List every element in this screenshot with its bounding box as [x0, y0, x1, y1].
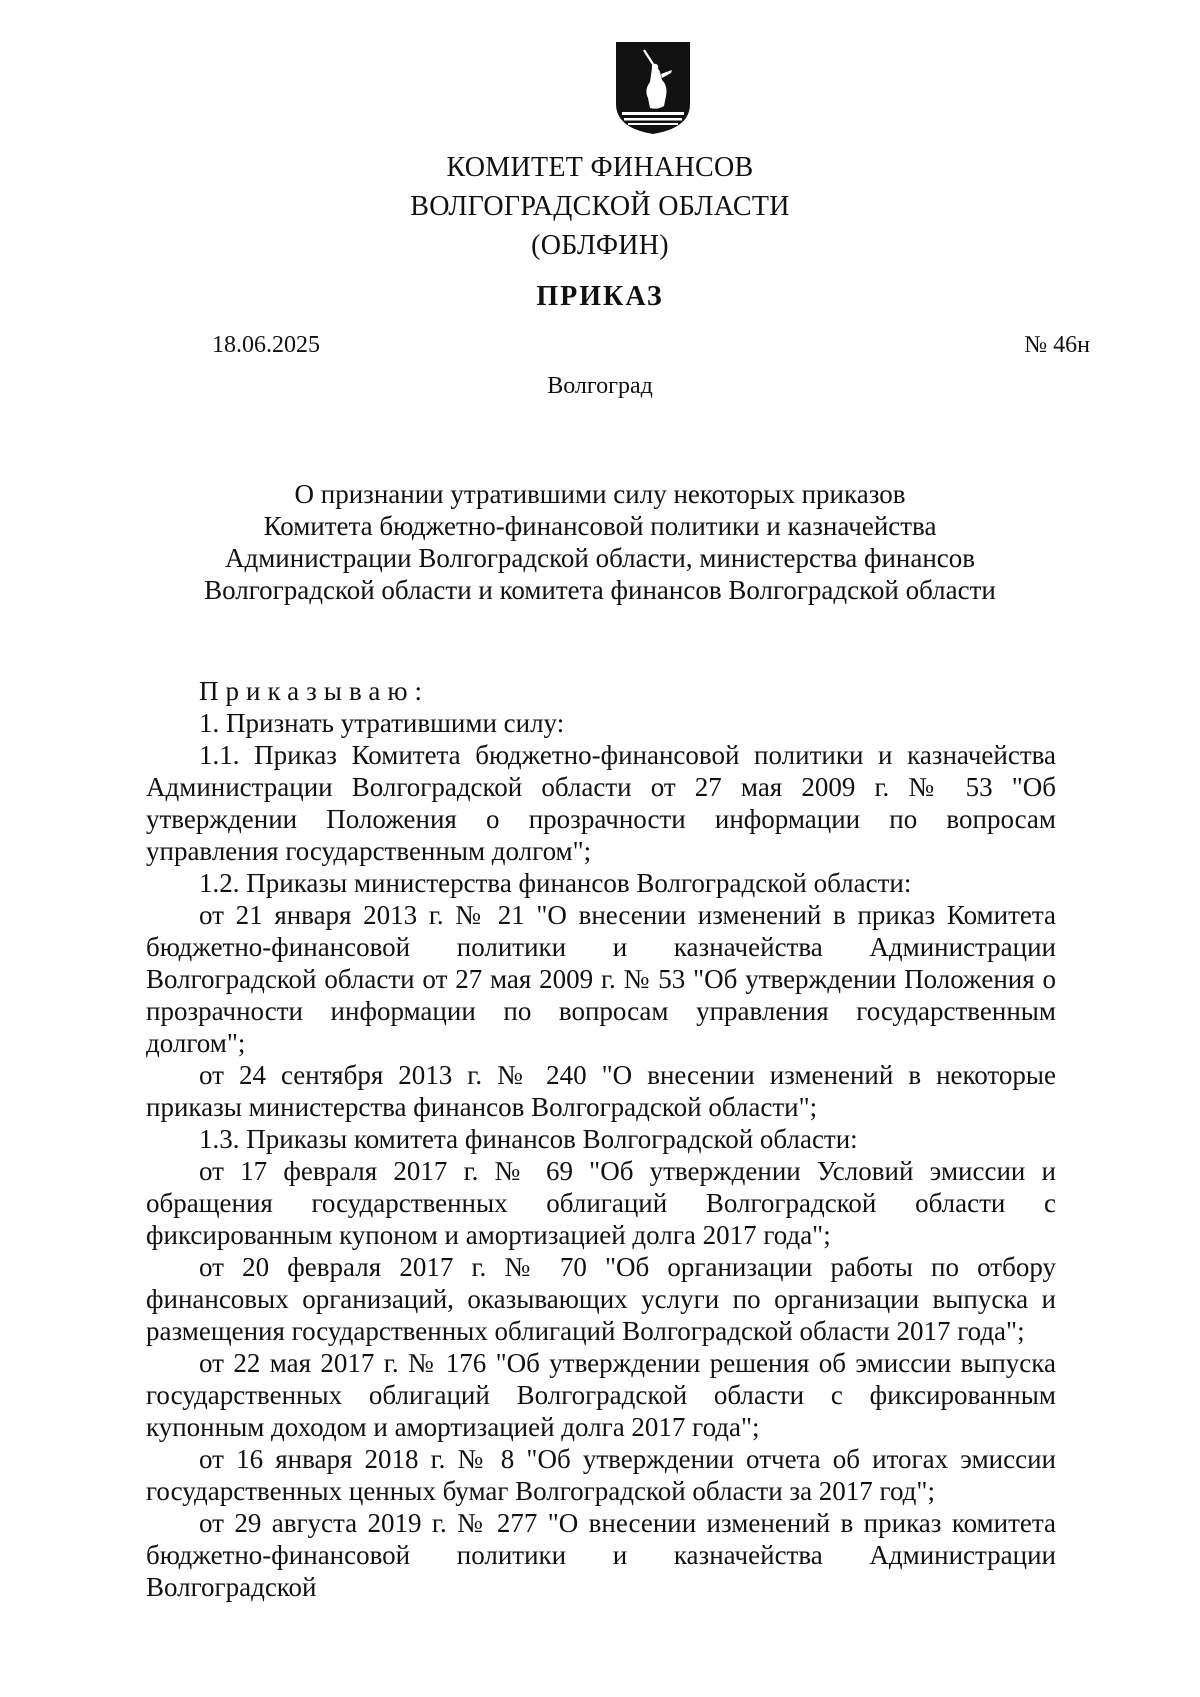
document-date: 18.06.2025 [212, 332, 320, 358]
clause-item: от 29 августа 2019 г. № 277 "О внесении изменений в приказ комитета бюджетно-финансовой политики и казначейства Администрации Волгоградской [146, 1508, 1056, 1602]
clause-item: от 17 февраля 2017 г. № 69 "Об утверждении Условий эмиссии и обращения государственных облигаций Волгоградской области с фиксированным купоном и амортизацией долга 2017 года"; [146, 1156, 1056, 1250]
clause-item: от 22 мая 2017 г. № 176 "Об утверждении решения об эмиссии выпуска государственных облигаций Волгоградской области с фиксированным купонным доходом и амортизацией долга 2017 года"; [146, 1348, 1056, 1442]
document-title-line: О признании утратившими силу некоторых приказов [294, 479, 906, 509]
organization-abbreviation: (ОБЛФИН) [531, 230, 669, 261]
coat-of-arms-emblem [614, 40, 692, 136]
clause-1-1: 1.1. Приказ Комитета бюджетно-финансовой политики и казначейства Администрации Волгоградской области от 27 мая 2009 г. № 53 "Об утверждении Положения о прозрачности информации по вопросам управления государственным долгом"; [146, 740, 1056, 866]
clause-1: 1. Признать утратившими силу: [199, 708, 565, 738]
clause-item: от 20 февраля 2017 г. № 70 "Об организации работы по отбору финансовых организаций, оказывающих услуги по организации выпуска и размещения государственных облигаций Волгоградской области 2017 года"; [146, 1252, 1056, 1346]
document-title-line: Волгоградской области и комитета финансов Волгоградской области [204, 575, 996, 605]
document-title-line: Администрации Волгоградской области, министерства финансов [224, 543, 976, 573]
clause-item: от 16 января 2018 г. № 8 "Об утверждении отчета об итогах эмиссии государственных ценных бумаг Волгоградской области за 2017 год"; [146, 1444, 1056, 1506]
document-title-line: Комитета бюджетно-финансовой политики и казначейства [263, 511, 937, 541]
organization-region: ВОЛГОГРАДСКОЙ ОБЛАСТИ [410, 191, 790, 222]
clause-1-2: 1.2. Приказы министерства финансов Волгоградской области: [199, 868, 912, 898]
clause-1-3: 1.3. Приказы комитета финансов Волгоградской области: [199, 1124, 858, 1154]
document-number: № 46н [1024, 332, 1090, 358]
document-city: Волгоград [547, 373, 653, 399]
clause-item: от 21 января 2013 г. № 21 "О внесении изменений в приказ Комитета бюджетно-финансовой политики и казначейства Администрации Волгоградской области от 27 мая 2009 г. № 53 "Об утверждении Положения о прозрачности информации по вопросам управления государственным долгом"; [146, 900, 1056, 1058]
document-type: ПРИКАЗ [536, 281, 664, 312]
organization-name: КОМИТЕТ ФИНАНСОВ [446, 152, 754, 183]
order-intro: Приказываю: [199, 676, 429, 706]
document-body [146, 675, 1056, 1603]
clause-item: от 24 сентября 2013 г. № 240 "О внесении изменений в некоторые приказы министерства финансов Волгоградской области"; [146, 1060, 1056, 1122]
